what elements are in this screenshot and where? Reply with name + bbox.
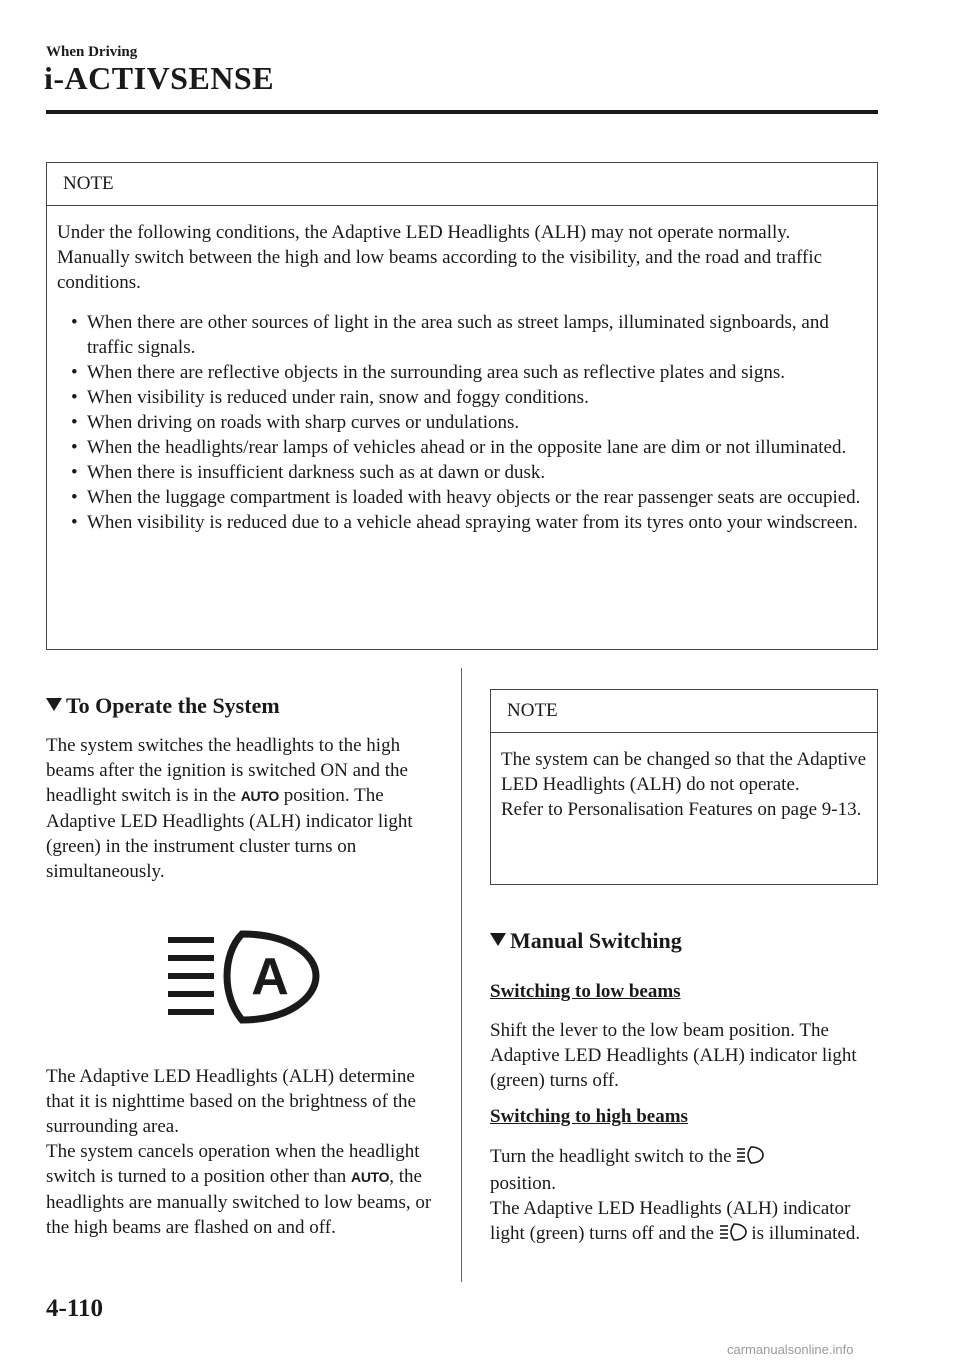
note-body (491, 733, 877, 822)
note-heading: NOTE (47, 163, 877, 206)
bullet-icon: • (71, 387, 78, 408)
bullet-icon: • (71, 312, 78, 333)
bullet-icon: • (71, 487, 78, 508)
operate-paragraph-1: The system switches the headlights to the high beams after the ignition is switched ON and the headlight switch is in the AUTO position. The Adaptive LED Headlights (ALH) indicator light (green) in the instrument cluster turns on simultaneously. (46, 735, 413, 882)
indicator-letter: A (251, 948, 289, 1006)
high-beam-icon (736, 1146, 764, 1171)
condition-list (57, 310, 867, 535)
list-item: • When the headlights/rear lamps of vehicles ahead or in the opposite lane are dim or not illuminated. (71, 437, 847, 458)
auto-symbol-icon: AUTO (240, 788, 279, 804)
note-text: The system can be changed so that the Adaptive LED Headlights (ALH) do not operate. (501, 749, 867, 795)
list-item: • When there is insufficient darkness such as at dawn or dusk. (71, 462, 546, 483)
column-divider (461, 668, 462, 1282)
note-heading: NOTE (491, 690, 877, 733)
list-item: • When visibility is reduced due to a vehicle ahead spraying water from its tyres onto your windscreen. (71, 512, 858, 533)
auto-symbol-icon: AUTO (351, 1169, 390, 1185)
note-box-conditions (46, 162, 878, 650)
subheading-low-beams: Switching to low beams (490, 981, 681, 1002)
bullet-icon: • (71, 362, 78, 383)
triangle-marker-icon (490, 933, 506, 946)
bullet-icon: • (71, 437, 78, 458)
note-body (47, 206, 877, 535)
heading-operate-system: To Operate the System (46, 693, 280, 719)
operate-paragraph-2: The Adaptive LED Headlights (ALH) determine that it is nighttime based on the brightness of the surrounding area. (46, 1066, 416, 1137)
bullet-icon: • (71, 412, 78, 433)
bullet-icon: • (71, 512, 78, 533)
section-label: When Driving (46, 44, 138, 60)
note-box-personalisation (490, 689, 878, 885)
triangle-marker-icon (46, 698, 62, 711)
note-intro: Under the following conditions, the Adaptive LED Headlights (ALH) may not operate normally. Manually switch between the high and low beams according to the visibility, and the road and traffic conditions. (57, 222, 823, 293)
heading-manual-switching: Manual Switching (490, 928, 682, 954)
list-item: • When visibility is reduced under rain, snow and foggy conditions. (71, 387, 589, 408)
high-beams-text: Turn the headlight switch to the position. The Adaptive LED Headlights (ALH) indicator light (green) turns off and the is illuminated. (490, 1144, 875, 1248)
list-item: • When there are reflective objects in the surrounding area such as reflective plates and signs. (71, 362, 785, 383)
operate-paragraph-3: The system cancels operation when the headlight switch is turned to a position other than AUTO, the headlights are manually switched to low beams, or the high beams are flashed on and off. (46, 1141, 432, 1238)
header-rule (46, 110, 878, 114)
bullet-icon: • (71, 462, 78, 483)
chapter-title: i-ACTIVSENSE (44, 60, 275, 96)
subheading-high-beams: Switching to high beams (490, 1106, 688, 1127)
list-item: • When driving on roads with sharp curves or undulations. (71, 412, 520, 433)
alh-indicator-icon (166, 928, 322, 1033)
low-beams-text: Shift the lever to the low beam position. The Adaptive LED Headlights (ALH) indicator light (green) turns off. (490, 1020, 857, 1091)
note-page-reference: Refer to Personalisation Features on page 9-13. (501, 799, 862, 820)
list-item: • When the luggage compartment is loaded with heavy objects or the rear passenger seats are occupied. (71, 487, 861, 508)
list-item: • When there are other sources of light in the area such as street lamps, illuminated signboards, and traffic signals. (71, 312, 829, 358)
high-beam-icon (719, 1223, 747, 1248)
page-number: 4-110 (46, 1295, 103, 1322)
watermark: carmanualsonline.info (727, 1342, 854, 1357)
